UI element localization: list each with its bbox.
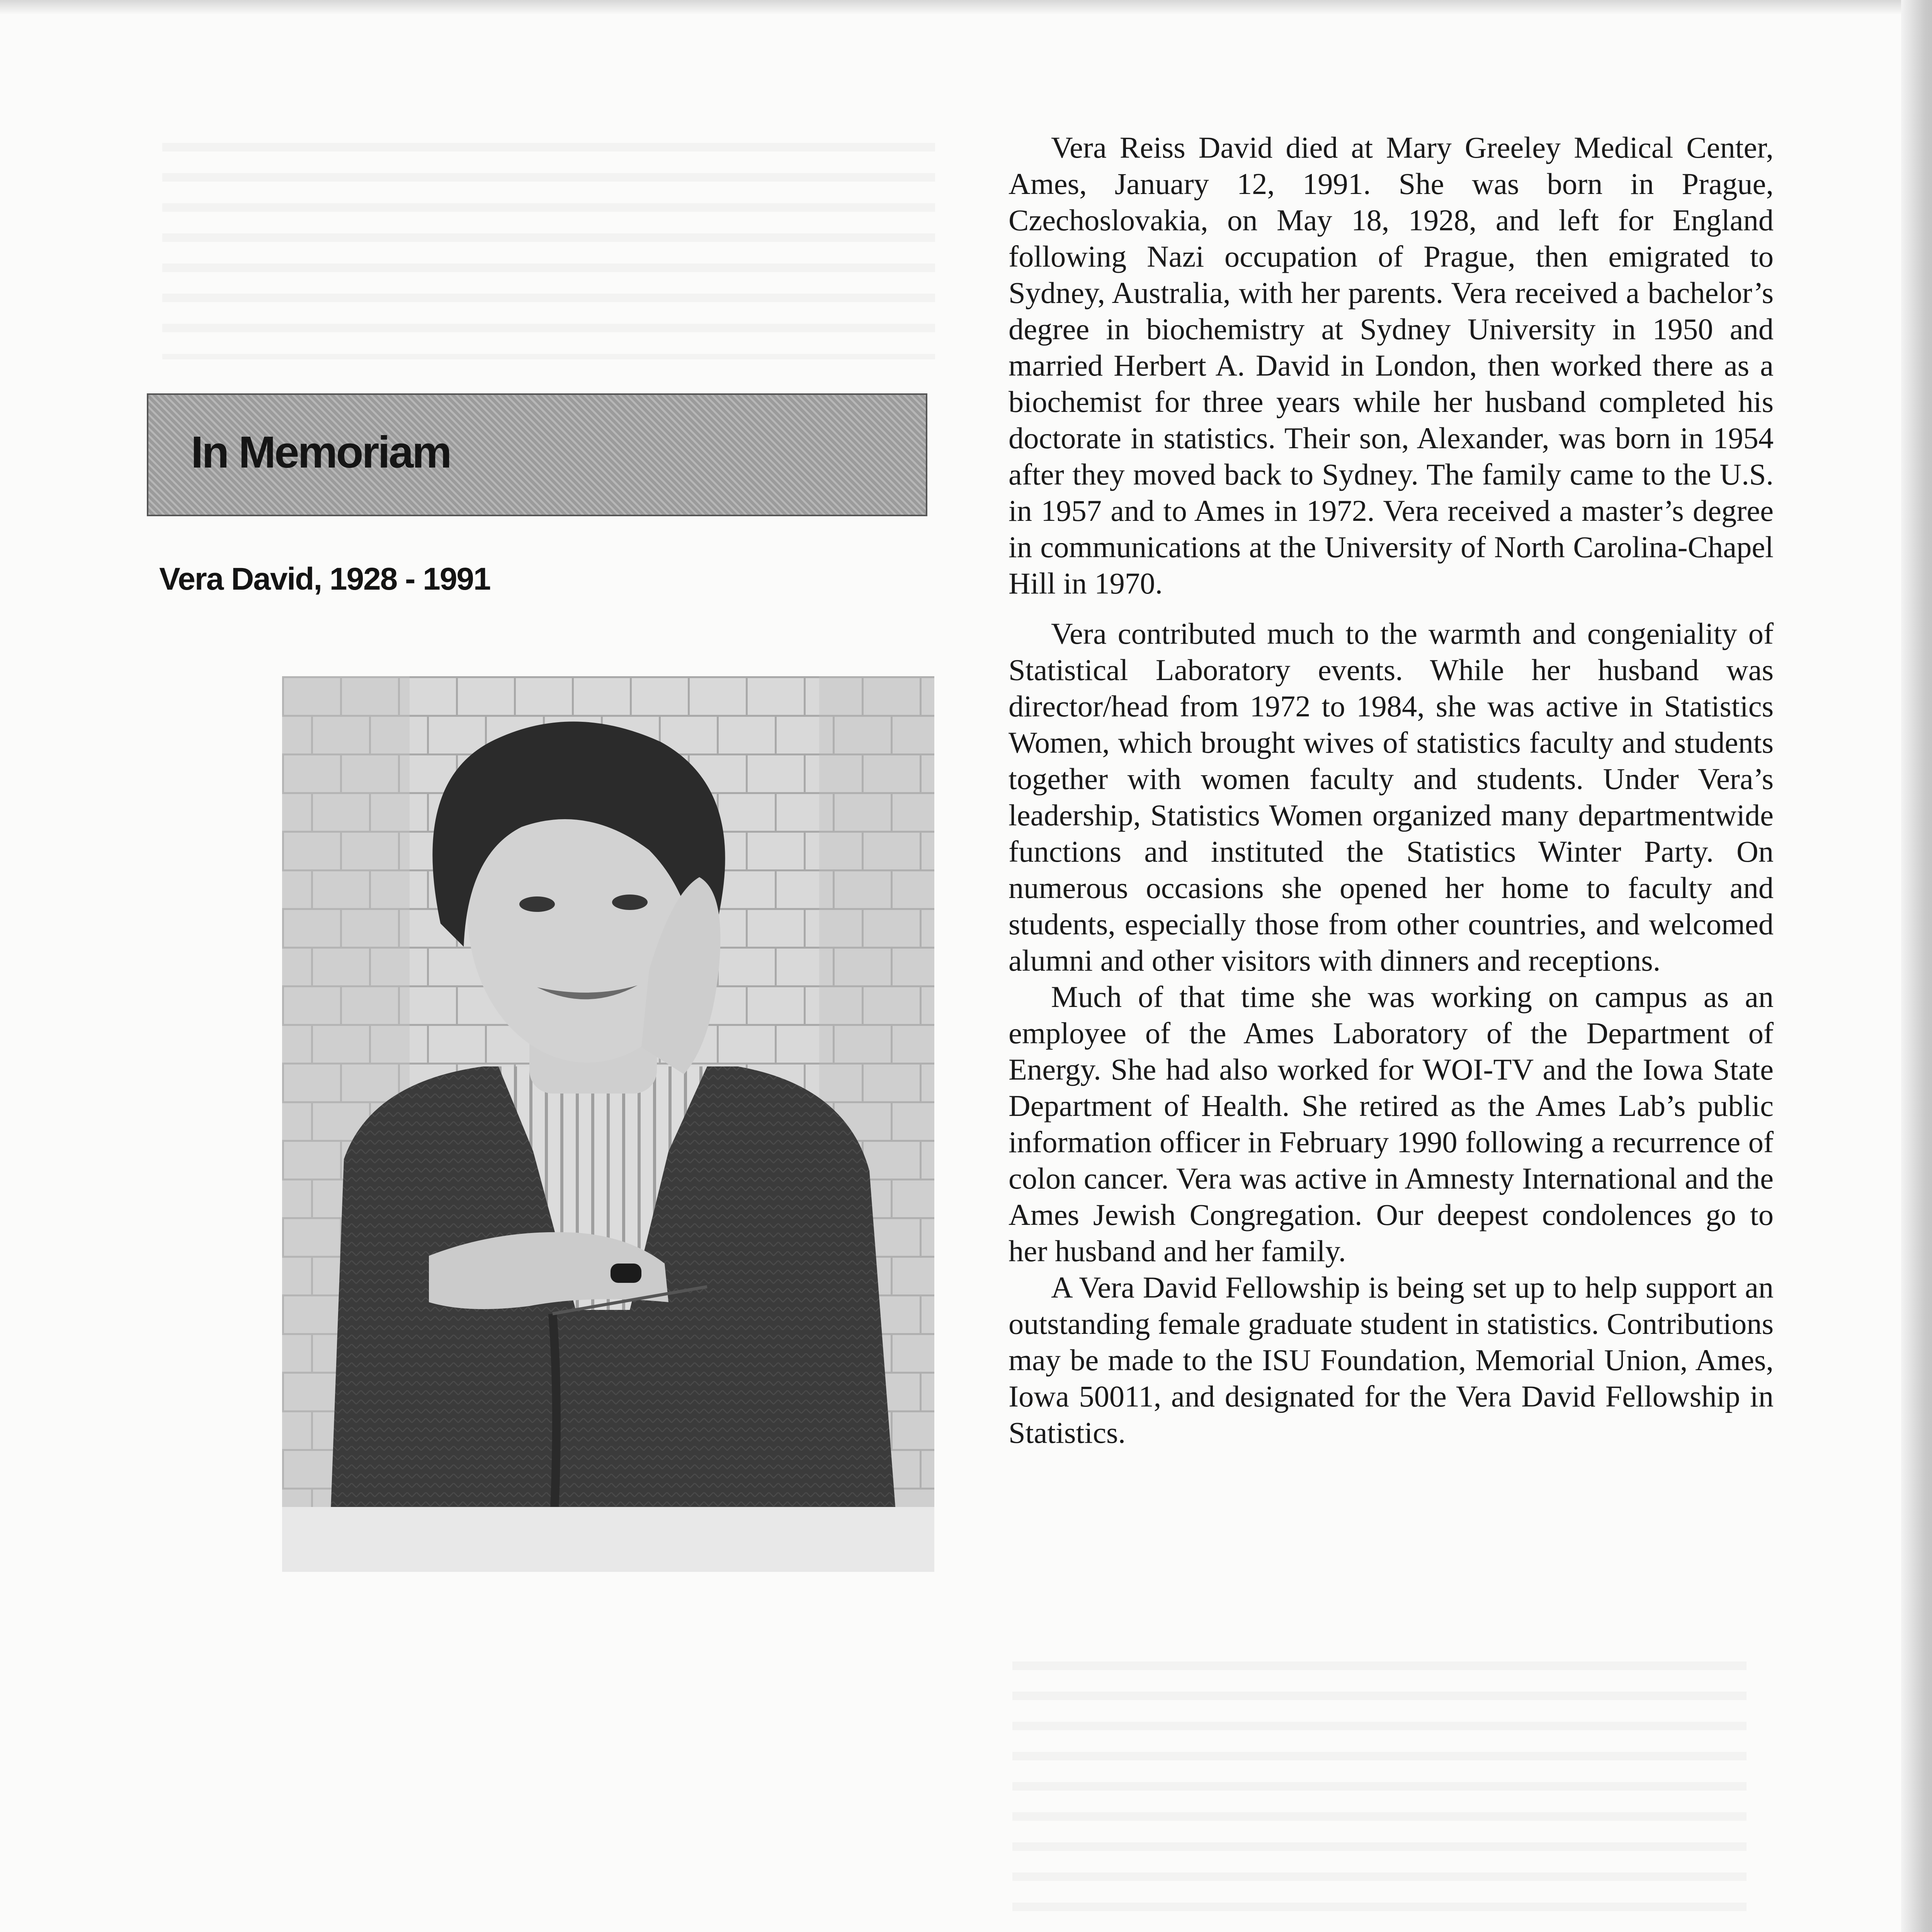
memorial-subtitle: Vera David, 1928 - 1991 (159, 561, 490, 597)
memoriam-banner (147, 393, 927, 516)
bleed-through-text (1012, 1662, 1747, 1932)
scan-right-edge (1901, 0, 1932, 1932)
page-title: In Memoriam (191, 427, 451, 477)
article-paragraph: Vera contributed much to the warmth and congeniality of Statistical Laboratory events. While her husband was director/head from 1972 to 1984, she was active in Statistics Women, which brought wives of statistics faculty and students together with women faculty and students. Under Vera’s leadership, Statistics Women organized many departmentwide functions and instituted the Statistics Winter Party. On numerous occasions she opened her home to faculty and students, especially those from other countries, and welcomed alumni and other visitors with dinners and receptions. (1009, 617, 1774, 977)
scan-top-edge (0, 0, 1932, 15)
article-paragraph: Much of that time she was working on campus as an employee of the Ames Laboratory of the Department of Energy. She had also worked for WOI-TV and the Iowa State Department of Health. She retired as the Ames Lab’s public information officer in February 1990 following a recurrence of colon cancer. Vera was active in Amnesty International and the Ames Jewish Congregation. Our deepest condolences go to her husband and her family. (1009, 980, 1774, 1268)
article-paragraph: Vera Reiss David died at Mary Greeley Medical Center, Ames, January 12, 1991. She was born in Prague, Czechoslovakia, on May 18, 1928, and left for England following Nazi occupation of Prague, then emigrated to Sydney, Australia, with her parents. Vera received a bachelor’s degree in biochemistry at Sydney University in 1950 and married Herbert A. David in London, then worked there as a biochemist for three years while her husband completed his doctorate in statistics. Their son, Alexander, was born in 1954 after they moved back to Sydney. The family came to the U.S. in 1957 and to Ames in 1972. Vera received a master’s degree in communications at the University of North Carolina-Chapel Hill in 1970. (1009, 131, 1774, 600)
article-body (1009, 129, 1774, 1451)
portrait-photo-icon (282, 676, 934, 1572)
article-paragraph: A Vera David Fellowship is being set up to help support an outstanding female graduate student in statistics. Contributions may be made to the ISU Foundation, Memorial Union, Ames, Iowa 50011, and designated for the Vera David Fellowship in Statistics. (1009, 1270, 1774, 1449)
bleed-through-text (162, 143, 935, 359)
